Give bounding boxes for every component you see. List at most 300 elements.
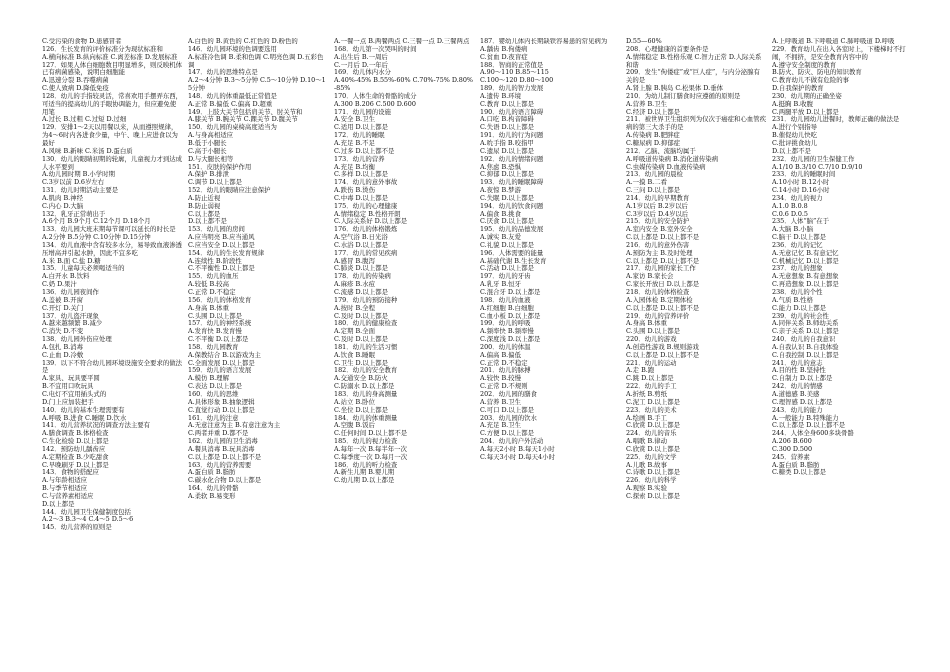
- text-line: C.内心 D.大脑: [42, 201, 84, 210]
- text-line: C.正常 D.不稳定: [480, 358, 528, 367]
- text-line: C.3岁以后 D.4岁以后: [626, 209, 689, 218]
- text-line: A.发育快 B.发育慢: [188, 327, 242, 336]
- text-line: B.防火、防灾、防电的知识教育: [772, 68, 862, 77]
- text-line: A.新生儿期 B.婴儿期: [334, 468, 395, 477]
- text-line: C.可口 D.以上都是: [480, 405, 534, 414]
- text-line: 203．幼儿园的饮水: [480, 413, 537, 422]
- col-2: [188, 38, 328, 666]
- text-line: C.深度浅 D.以上都是: [480, 335, 541, 344]
- text-line: 141．幼儿营养状况的调查方法主要有: [42, 421, 151, 430]
- text-line: C.家长开放日 D.以上都是: [626, 280, 700, 289]
- text-line: 197．幼儿的牙齿: [480, 272, 531, 281]
- text-line: A.1.0 B.0.8: [772, 201, 808, 210]
- text-line: 186．幼儿的听力检查: [334, 460, 398, 469]
- text-line: 240．幼儿的自我意识: [772, 335, 836, 344]
- text-line: 160．幼儿的思维: [188, 389, 239, 398]
- text-line: C.欣赏 D.以上都是: [626, 421, 680, 430]
- text-line: C.止血 D.冷敷: [42, 350, 84, 359]
- text-line: C.诗歌 D.以上都是: [626, 468, 680, 477]
- text-line: 180．幼儿的健康检查: [334, 319, 398, 328]
- text-line: C.使人致病 D.降低免疫: [42, 84, 109, 93]
- text-line: C.探索 D.以上都是: [626, 491, 680, 500]
- text-line: C.开灯 D.关门: [42, 303, 84, 312]
- text-line: B.低于小腿长: [188, 138, 227, 147]
- text-line: C.正常 D.不稳定: [188, 288, 236, 296]
- text-line: A.空气浴 B.日光浴: [334, 233, 388, 242]
- text-line: A.与身高相适应: [188, 131, 233, 140]
- text-line: A.唱歌 B.律动: [626, 437, 667, 446]
- text-line: D.以上都不是: [188, 217, 227, 226]
- text-line: C.失眠 D.以上都是: [480, 193, 534, 202]
- text-line: C.多样 D.以上都是: [334, 170, 388, 179]
- text-line: 155．幼儿的血压: [188, 272, 239, 281]
- text-line: A.一摸 B.二看: [626, 178, 667, 187]
- text-line: C.流感 D.以上都是: [334, 288, 388, 296]
- text-line: A.1/10 B.3/10 C.7/10 D.9/10: [772, 162, 863, 171]
- text-line: A.进行个别指导: [772, 123, 817, 132]
- text-line: A.包扎 B.消毒: [42, 342, 83, 351]
- text-line: 216．幼儿的意外伤害: [626, 240, 690, 249]
- text-line: 142．预防幼儿龋齿应: [42, 444, 106, 453]
- text-line: A.10小时 B.12小时: [772, 178, 830, 187]
- text-line: 193．幼儿的睡眠障碍: [480, 178, 544, 187]
- text-line: A.目的性 B.坚持性: [772, 366, 826, 375]
- text-line: A.身高 B.体重: [188, 303, 229, 312]
- text-line: C.自制力 D.以上都是: [772, 374, 833, 383]
- text-line: C.以上都是 D.以上都不是: [626, 350, 700, 359]
- text-line: 146．幼儿园环境的色调要选用: [188, 44, 277, 53]
- text-line: 131．幼儿时期活动主要是: [42, 186, 119, 195]
- text-line: C.全面发展 D.以上都是: [188, 358, 255, 367]
- text-line: A.站立 B.卧位: [334, 397, 375, 406]
- text-line: A.与年龄相适应: [42, 476, 87, 485]
- text-line: C.能力 D.以上都是: [772, 303, 826, 312]
- text-line: 208．心理健康的首要条件是: [626, 44, 709, 53]
- text-line: C.一月后 D.一年后: [334, 60, 388, 69]
- text-line: A.应当明亮 B.应当通风: [188, 233, 255, 242]
- text-line: 150．幼儿园的桌椅高度适当为: [188, 123, 277, 132]
- text-line: A.充足 B.卫生: [480, 421, 521, 430]
- text-line: C.以上都是 D.以上都不是: [626, 233, 700, 242]
- text-line: A.蛋白质 B.脂肪: [772, 460, 820, 469]
- text-line: 201．幼儿的脉搏: [480, 366, 531, 375]
- text-line: 151．皮肤的保护作用: [188, 162, 252, 171]
- text-line: 200．幼儿的体温: [480, 342, 531, 351]
- text-line: A.家访 B.家长会: [626, 272, 674, 281]
- text-line: 191．幼儿的行为问题: [480, 131, 544, 140]
- text-line: A.按时 B.全程: [334, 303, 375, 312]
- text-line: 184．幼儿的体重测量: [334, 413, 398, 422]
- text-line: A.正常 B.偏低 C.偏高 D.超重: [188, 99, 273, 108]
- text-line: C.水浴 D.以上都是: [334, 240, 388, 249]
- text-line: 152．幼儿的眼睛应注意保护: [188, 186, 271, 195]
- text-line: A.肾上腺 B.胰岛 C.松果体 D.垂体: [626, 84, 723, 93]
- text-line: A.白开水 B.饮料: [42, 272, 90, 281]
- text-line: 145．幼儿营养的原则是: [42, 523, 112, 532]
- text-line: A.传染病 B.肥胖症: [626, 131, 680, 140]
- text-line: C.教育幼儿不做有危险的事: [772, 76, 849, 85]
- text-line: 242．幼儿的情感: [772, 382, 823, 391]
- text-line: A.无意想象 B.有意想象: [772, 272, 839, 281]
- text-line: A.膝关节 B.腕关节 C.踝关节 D.髋关节: [188, 115, 298, 124]
- text-line: C.头围 D.以上都是: [626, 327, 680, 336]
- text-line: B.与季节相适应: [42, 484, 88, 493]
- text-line: C.批评挑食幼儿: [772, 138, 818, 147]
- text-line: A.气质 B.性格: [772, 295, 813, 304]
- text-line: A.定期检查 B.少吃甜食: [42, 452, 109, 461]
- text-line: C.糖尿病 D.抑郁症: [626, 138, 680, 147]
- text-line: 147．幼儿的思维特点是: [188, 68, 258, 77]
- text-line: 229．教育幼儿在出入各室时上，下楼梯时不打闹，不拥挤，是安全教育内容中的: [772, 44, 906, 61]
- text-line: A.同伴关系 B.师幼关系: [772, 319, 839, 328]
- text-line: 214．幼儿的早期教育: [626, 193, 690, 202]
- text-line: 140．幼儿的基本生理需要有: [42, 405, 125, 414]
- text-line: A.肌肉 B.神经: [42, 193, 83, 202]
- text-line: 219．幼儿的营养评价: [626, 311, 690, 320]
- text-line: C.厌食 D.以上都是: [480, 217, 534, 226]
- text-line: C.14小时 D.16小时: [772, 186, 830, 195]
- text-line: C.受污染的食物 D.患感冒者: [42, 38, 122, 45]
- text-line: 139．以下不符合幼儿园环境设施安全要求的做法是: [42, 358, 182, 375]
- text-line: 133．幼儿园大班末期每节课可以延长的时长是: [42, 225, 176, 234]
- text-line: C.头围 D.以上都是: [188, 311, 242, 320]
- text-line: 221．幼儿的运动: [626, 358, 677, 367]
- text-line: C.以上都是 D.以上都不是: [626, 303, 700, 312]
- text-line: B.防止弱视: [188, 201, 221, 210]
- text-line: C.脑干 D.以上都是: [772, 233, 826, 242]
- text-line: 138．幼儿园外伤应处理: [42, 335, 112, 344]
- text-line: 176．幼儿的体格锻炼: [334, 225, 398, 234]
- text-line: 128．幼儿的手指较灵活，常喜欢用手摆弄东西，可适当的提高幼儿的手眼协调能力，但应避免使用笔: [42, 91, 182, 116]
- text-line: C.任何时间 D.以上都不是: [334, 429, 408, 438]
- text-line: 226．幼儿的科学: [626, 476, 677, 485]
- text-line: 168．幼儿第一次哭叫的时间: [334, 44, 417, 53]
- text-line: A.2～4分钟 B.3～5分钟 C.5～10分钟 D.10～15分钟: [188, 76, 326, 93]
- text-line: C.300 D.500: [772, 444, 813, 453]
- text-line: A.自我认识 B.自我体验: [772, 342, 839, 351]
- text-line: C.每季度一次 D.每月一次: [334, 452, 408, 461]
- text-line: 156．幼儿的体格发育: [188, 295, 252, 304]
- text-line: C.坐位 D.以上都是: [334, 405, 388, 414]
- text-line: 126．生长发育的评价标准分为现状标准和: [42, 44, 163, 53]
- text-line: A.蛋白质 B.脂肪: [188, 468, 236, 477]
- text-line: A.呼吸道传染病 B.消化道传染病: [626, 154, 719, 163]
- text-line: A.一般能力 B.特殊能力: [772, 413, 839, 422]
- text-line: C.不平衡性 D.以上都是: [188, 264, 255, 273]
- text-line: 137．幼儿盗汗现象: [42, 311, 99, 320]
- text-line: C.礼貌 D.以上都是: [480, 240, 534, 249]
- text-line: A.充足 B.不足: [334, 138, 375, 147]
- text-line: A.吮手指 B.咬指甲: [480, 138, 534, 147]
- text-line: 225．幼儿的文学: [626, 452, 677, 461]
- text-line: 195．幼儿的品德发展: [480, 225, 544, 234]
- text-line: C.亲子关系 D.以上都是: [772, 327, 839, 336]
- text-line: C.直觉行动 D.以上都是: [188, 405, 255, 414]
- text-line: A.道德感 B.美感: [772, 389, 820, 398]
- text-line: 157．幼儿的神经系统: [188, 319, 252, 328]
- text-line: A.空腹 B.饭后: [334, 421, 375, 430]
- text-line: 209．发生“佝偻症”或“巨人症”，与内分泌腺有关的是: [626, 68, 760, 85]
- text-line: A.呼吸 B.进食 C.睡眠 D.饮水: [42, 413, 127, 422]
- text-line: C.100～120 D.80～100: [480, 76, 554, 85]
- text-line: 144．幼儿园卫生保健制度包括: [42, 507, 131, 516]
- text-line: C.贫血 D.夜盲症: [480, 52, 528, 61]
- text-line: C.三问 D.以上都是: [626, 186, 680, 195]
- text-line: A.频率快 B.频率慢: [480, 327, 534, 336]
- text-line: A.口吃 B.构音障碍: [480, 115, 534, 124]
- text-line: C.幼儿期 D.以上都是: [334, 476, 395, 485]
- text-line: C.方便 D.以上都是: [480, 429, 534, 438]
- text-line: C.以上都是: [188, 209, 221, 218]
- text-line: 231．幼儿园幼儿进餐时，教师正确的做法是: [772, 115, 900, 124]
- text-line: A.6个月 B.9个月 C.12个月 D.18个月: [42, 217, 151, 226]
- text-line: C.失语 D.以上都是: [480, 123, 534, 132]
- text-line: C.中毒 D.以上都是: [334, 193, 388, 202]
- text-line: 182．幼儿的安全教育: [334, 366, 398, 375]
- text-line: C.以上都是 D.以上都不是: [772, 421, 846, 430]
- text-line: 149．上肢大关节包括肩关节、肘关节和: [188, 107, 303, 116]
- text-line: A.每天2小时 B.每天1小时: [480, 444, 555, 453]
- text-line: 187．婴幼儿体内长期缺铁容易患的常见病为: [480, 38, 608, 45]
- text-line: A.1岁以后 B.2岁以后: [626, 201, 688, 210]
- text-line: C.表达 D.以上都是: [188, 382, 242, 391]
- text-line: A.过长 B.过粗 C.过短 D.过细: [42, 115, 127, 124]
- text-line: C.混合牙 D.以上都是: [480, 288, 541, 296]
- text-line: 211．被世界卫生组织列为仅次于癌症和心血管疾病的第三大杀手的是: [626, 115, 766, 132]
- text-line: 189．幼儿的智力发展: [480, 84, 544, 93]
- text-line: 148．幼儿的体重最低正常值是: [188, 91, 277, 100]
- text-line: 171．幼儿园的设施: [334, 107, 391, 116]
- text-line: C.消失 D.不变: [42, 327, 84, 336]
- text-line: C.遗尿 D.以上都是: [480, 146, 534, 155]
- text-line: C.活动 D.以上都是: [480, 264, 534, 273]
- text-line: C.适用 D.以上都是: [334, 123, 388, 132]
- text-line: A.麻疹 B.水痘: [334, 280, 375, 289]
- text-line: A.创造性游戏 B.规则游戏: [626, 342, 699, 351]
- text-line: 217．幼儿园的家长工作: [626, 264, 696, 273]
- text-line: 183．幼儿的身高测量: [334, 389, 398, 398]
- col-3: [334, 38, 474, 666]
- text-line: C.正常 D.不规则: [480, 382, 528, 391]
- text-line: C.抑郁 D.以上都是: [480, 170, 534, 179]
- text-line: A.焦虑 B.恐惧: [480, 162, 521, 171]
- text-line: 212．乙脑、流脑均属于: [626, 146, 696, 155]
- text-line: A.身高 B.体重: [626, 319, 667, 328]
- text-line: 230．幼儿期的正确坐姿: [772, 91, 842, 100]
- text-line: 215．幼儿的安全防护: [626, 217, 690, 226]
- text-line: A.2～3 B.3～4 C.4～5 D.5～6: [42, 515, 134, 524]
- text-line: A.偏高 B.偏低: [480, 350, 521, 359]
- text-line: 172．幼儿的睡眠: [334, 131, 385, 140]
- text-line: 135．儿童每天必须喝适当的: [42, 264, 125, 273]
- text-line: 177．幼儿的常见疾病: [334, 248, 398, 257]
- text-line: 162．幼儿园的卫生消毒: [188, 437, 258, 446]
- text-line: C.电灯不宜用插头式的: [42, 389, 107, 398]
- text-line: C.两腿平放 D.以上都是: [772, 107, 839, 116]
- text-line: C.调节 D.以上都是: [188, 178, 242, 187]
- text-line: A.出生后 B.一周后: [334, 52, 388, 61]
- text-line: A.上呼吸道 B.下呼吸道 C.肺呼吸道 D.呼吸: [772, 38, 895, 45]
- text-line: 158．幼儿园教育: [188, 342, 239, 351]
- text-line: D.门上应加装把手: [42, 397, 94, 406]
- text-line: A.定期 B.全面: [334, 327, 375, 336]
- col-6: [772, 38, 912, 666]
- text-line: A.幼儿园时期 B.小学时期: [42, 170, 115, 179]
- text-line: C.早晚刷牙 D.以上都是: [42, 460, 109, 469]
- text-line: A.折纸 B.剪纸: [626, 389, 667, 398]
- text-line: 143．食物的搭配应: [42, 468, 99, 477]
- text-line: A.40%-45% B.55%-60% C.70%-75% D.80%-85%: [334, 76, 473, 93]
- text-line: 136．幼儿园夜间作: [42, 288, 99, 296]
- text-line: 175．幼儿的心理健康: [334, 201, 398, 210]
- text-line: C.人际关系好 D.以上都是: [334, 217, 408, 226]
- text-line: A.保护 B.排泄: [188, 170, 229, 179]
- text-line: A.观察 B.实验: [626, 484, 667, 493]
- text-line: 154．幼儿的生长发育规律: [188, 248, 265, 257]
- text-line: C.血小板 D.以上都是: [480, 311, 541, 320]
- text-line: D.以上都不是: [772, 146, 811, 155]
- text-line: A.室内安全 B.室外安全: [626, 225, 693, 234]
- text-line: 222．幼儿的手工: [626, 382, 677, 391]
- text-line: C.虫媒传染病 D.血液传染病: [626, 162, 706, 171]
- text-line: 129．安排1～2天以用餐以来，从而遵照规律，为4～6时内各进食少量，中午、晚上应进食以为最好: [42, 123, 178, 147]
- text-line: A.安全 B.卫生: [334, 115, 375, 124]
- text-line: 194．幼儿的饮食问题: [480, 201, 544, 210]
- text-line: A.膳食调查 B.体格检查: [42, 429, 109, 438]
- text-line: 213．幼儿园的晨检: [626, 170, 683, 179]
- text-line: A.夜惊 B.梦游: [480, 186, 521, 195]
- col-4: [480, 38, 620, 666]
- text-line: C.卫生 D.以上都是: [334, 358, 388, 367]
- text-line: A.交通安全 B.防火: [334, 374, 388, 383]
- text-line: C.不平衡 D.以上都是: [188, 335, 249, 344]
- text-line: 223．幼儿的美术: [626, 405, 677, 414]
- text-line: A.90～110 B.85～115: [480, 68, 549, 77]
- text-line: A.无意注意为主 B.有意注意为主: [188, 421, 281, 430]
- text-line: C.以上都是 D.以上都不是: [626, 256, 700, 265]
- text-line: A.大脑 B.小脑: [772, 225, 813, 234]
- text-line: A.跌伤 B.烫伤: [334, 186, 375, 195]
- text-line: A.每年一次 B.每半年一次: [334, 444, 407, 453]
- text-line: A.入园体检 B.定期体检: [626, 295, 693, 304]
- text-line: A.情绪稳定 B.性格乐观 C.智力正常 D.人际关系和谐: [626, 52, 762, 69]
- text-line: C.碳水化合物 D.以上都是: [188, 476, 262, 485]
- text-line: C.再造想象 D.以上都是: [772, 280, 839, 289]
- text-line: A.柔软 B.易变形: [188, 491, 236, 500]
- text-line: C.奶 D.果汁: [42, 280, 77, 289]
- text-line: 153．幼儿园的房间: [188, 225, 245, 234]
- text-line: 198．幼儿的血液: [480, 295, 531, 304]
- text-line: 238．幼儿的个性: [772, 288, 823, 296]
- text-line: C.自我控制 D.以上都是: [772, 350, 839, 359]
- text-line: D.55—60%: [626, 38, 662, 45]
- text-line: A.营养 B.卫生: [626, 99, 667, 108]
- text-line: 127．如果人体白细胞数目明显增多，则反映机体已有病菌感染，说明白细胞能: [42, 60, 182, 77]
- text-line: A.一餐一点 B.两餐两点 C.三餐一点 D.三餐两点: [334, 38, 470, 45]
- text-line: 220．幼儿的游戏: [626, 335, 677, 344]
- text-line: 174．幼儿的意外事故: [334, 178, 398, 187]
- text-line: A.风味 B.新味 C.米汤 D.蛋白质: [42, 146, 133, 155]
- text-line: C.3岁以前 D.6岁左右: [42, 178, 105, 187]
- text-line: 202．幼儿园的膳食: [480, 389, 537, 398]
- text-line: 196．人体需要的能量: [480, 248, 544, 257]
- text-line: A.走 B.跑: [626, 366, 655, 375]
- text-line: 178．幼儿的传染病: [334, 272, 391, 281]
- text-line: 199．幼儿的呼吸: [480, 319, 531, 328]
- text-line: A.家具、玩具要平圆: [42, 374, 100, 383]
- text-line: C.0.6 D.0.5: [772, 209, 808, 218]
- text-line: C.经济 D.以上都是: [626, 107, 680, 116]
- text-line: C.欣赏 D.以上都是: [626, 444, 680, 453]
- text-line: 232．幼儿园的卫生保健工作: [772, 154, 855, 163]
- text-line: 179．幼儿的预防接种: [334, 295, 398, 304]
- text-line: 236．幼儿的记忆: [772, 240, 823, 249]
- text-line: C.高于小腿长: [188, 146, 227, 155]
- text-line: A.越来越频繁 B.减少: [42, 319, 103, 328]
- text-line: A.遵守安全制度的教育: [772, 60, 837, 69]
- text-line: 161．幼儿的注意: [188, 413, 239, 422]
- text-line: A.防止近视: [188, 193, 221, 202]
- text-line: A.迅速分裂 B.吞噬病菌: [42, 76, 109, 85]
- text-line: A.较低 B.较高: [188, 280, 229, 289]
- text-line: C.两者并重 D.都不是: [188, 429, 249, 438]
- text-line: A.挺胸 B.收腹: [772, 99, 813, 108]
- text-line: A.乳牙 B.恒牙: [480, 280, 521, 289]
- text-line: A.充足 B.均衡: [334, 162, 375, 171]
- text-line: A.连续性 B.阶段性: [188, 256, 242, 265]
- text-line: C.防溺水 D.以上都是: [334, 382, 395, 391]
- text-line: 245．营养素: [772, 452, 810, 461]
- text-line: A.白色的 B.黄色的 C.红色的 D.粉色的: [188, 38, 298, 45]
- text-line: 235．人体“脑”在于: [772, 217, 830, 226]
- text-line: C.机械记忆 D.以上都是: [772, 256, 839, 265]
- text-line: 163．幼儿的营养需要: [188, 460, 252, 469]
- text-line: D.自我保护的教育: [772, 84, 824, 93]
- text-line: 134．幼儿血液中含有较多水分，易导致血液渗透压增高并引起水肿，因此不宜多吃: [42, 240, 182, 257]
- text-line: 159．幼儿的语言发展: [188, 366, 252, 375]
- text-line: 239．幼儿的社会性: [772, 311, 829, 320]
- text-line: 241．幼儿的意志: [772, 358, 823, 367]
- col-1: [42, 38, 182, 666]
- text-line: 181．幼儿的生活习惯: [334, 342, 398, 351]
- text-line: A.盖被 B.开窗: [42, 295, 83, 304]
- text-line: A.基础代谢 B.生长发育: [480, 256, 547, 265]
- text-line: 185．幼儿的视力检查: [334, 437, 398, 446]
- text-line: C.应当安全 D.以上都是: [188, 240, 255, 249]
- text-line: 218．幼儿的体格检查: [626, 288, 690, 296]
- text-line: A.具体形象 B.抽象逻辑: [188, 397, 255, 406]
- text-line: 233．幼儿的睡眠时间: [772, 170, 836, 179]
- text-line: 173．幼儿的营养: [334, 154, 385, 163]
- text-line: C.及时 D.以上都是: [334, 335, 388, 344]
- text-line: A.营养 B.卫生: [480, 397, 521, 406]
- text-line: 130．幼儿的眼睛初期的轮廓，儿童视力才到达成人水平要到: [42, 154, 182, 171]
- text-line: 224．幼儿的音乐: [626, 429, 677, 438]
- text-line: A.感冒 B.腹泻: [334, 256, 375, 265]
- text-line: A.红细胞 B.白细胞: [480, 303, 534, 312]
- col-5: [626, 38, 766, 666]
- text-line: A.206 B.600: [772, 437, 812, 446]
- text-line: A.标准冷色调 B.柔和色调 C.明亮色调 D.五彩色调: [188, 52, 324, 69]
- text-line: A.保教结合 B.以游戏为主: [188, 350, 261, 359]
- text-line: 244．人体全身600多块骨骼: [772, 429, 854, 438]
- text-line: A.偏食 B.挑食: [480, 209, 521, 218]
- text-line: C.糖类 D.以上都是: [772, 468, 826, 477]
- text-line: A.2分钟 B.5分钟 C.10分钟 D.15分钟: [42, 233, 151, 242]
- text-line: B.不宜用口吹玩具: [42, 382, 94, 391]
- text-line: D.与大腿长相等: [188, 154, 234, 163]
- text-line: A.儿歌 B.故事: [626, 460, 667, 469]
